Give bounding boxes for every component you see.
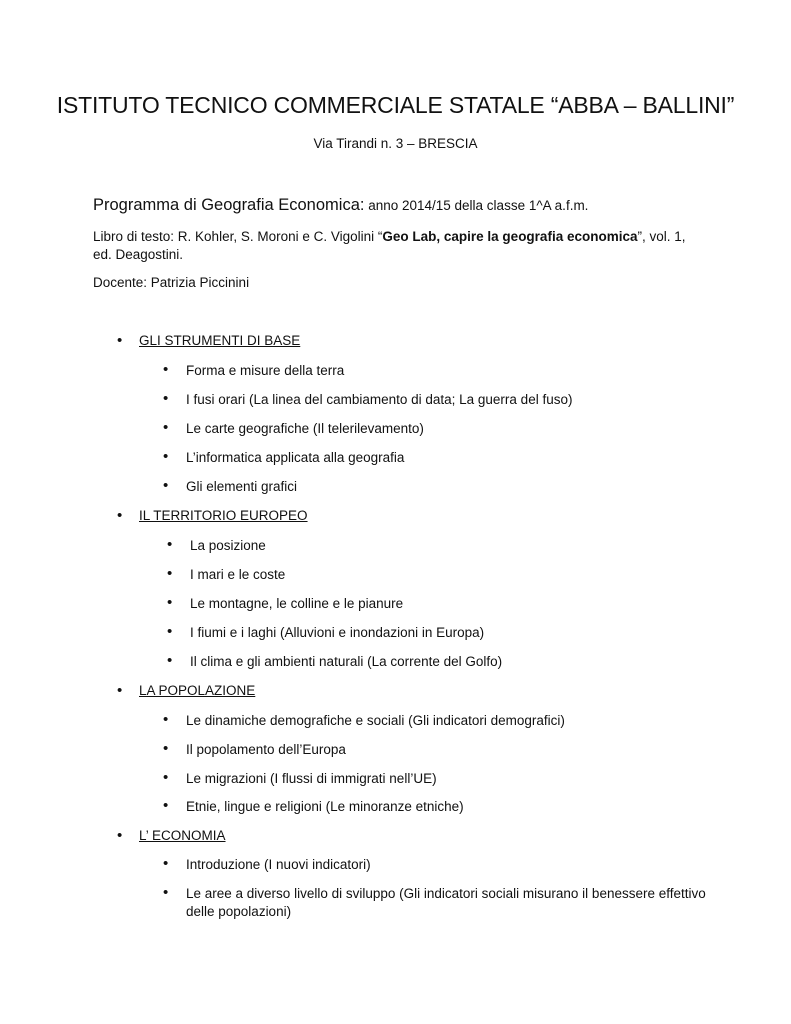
bullet-icon: • [163,361,169,378]
program-label: Programma di Geografia Economica: [93,196,365,214]
bullet-icon: • [163,448,169,465]
bullet-icon: • [167,536,173,553]
list-item-text: La posizione [190,538,266,553]
bullet-icon: • [163,419,169,436]
program-detail: anno 2014/15 della classe 1^A a.f.m. [364,198,589,213]
section-title: GLI STRUMENTI DI BASE [139,333,301,348]
section-title: L’ ECONOMIA [139,828,226,843]
bullet-icon: • [163,769,169,786]
list-item-text: L’informatica applicata alla geografia [186,450,405,465]
bullet-icon: • [117,507,123,524]
list-item-text: Gli elementi grafici [186,479,298,494]
bullet-icon: • [117,827,123,844]
bullet-icon: • [167,565,173,582]
school-address: Via Tirandi n. 3 – BRESCIA [313,136,478,151]
program-heading [93,196,588,215]
list-item-text: Le migrazioni (I flussi di immigrati nell’UE) [186,771,437,786]
bullet-icon: • [163,797,169,814]
list-item-text: Le carte geografiche (Il telerilevamento) [186,421,424,436]
bullet-icon: • [163,390,169,407]
bullet-icon: • [167,652,173,669]
bullet-icon: • [163,855,169,872]
list-item-text: Le dinamiche demografiche e sociali (Gli indicatori demografici) [186,713,565,728]
bullet-icon: • [167,623,173,640]
bullet-icon: • [163,884,169,901]
bullet-icon: • [117,682,123,699]
textbook-title: Geo Lab, capire la geografia economica [382,229,638,244]
textbook-suffix: ”, vol. 1, ed. Deagostini. [93,229,686,262]
section-title: IL TERRITORIO EUROPEO [139,508,308,523]
list-item-text: I fiumi e i laghi (Alluvioni e inondazioni in Europa) [190,625,485,640]
textbook-line [93,228,703,264]
list-item-text: I mari e le coste [190,567,286,582]
list-item-text: Il clima e gli ambienti naturali (La corrente del Golfo) [190,654,503,669]
list-item-text: Forma e misure della terra [186,363,345,378]
bullet-icon: • [117,332,123,349]
list-item-text: Le aree a diverso livello di sviluppo (Gli indicatori sociali misurano il benessere effettivo delle popolazioni) [186,886,706,919]
bullet-icon: • [167,594,173,611]
bullet-icon: • [163,711,169,728]
bullet-icon: • [163,740,169,757]
section-title: LA POPOLAZIONE [139,683,256,698]
list-item-text: Il popolamento dell’Europa [186,742,346,757]
list-item-text: Introduzione (I nuovi indicatori) [186,857,371,872]
teacher-line: Docente: Patrizia Piccinini [93,275,250,290]
list-item-text: Etnie, lingue e religioni (Le minoranze etniche) [186,799,464,814]
list-item-text: I fusi orari (La linea del cambiamento di data; La guerra del fuso) [186,392,573,407]
list-item-text: Le montagne, le colline e le pianure [190,596,404,611]
bullet-icon: • [163,477,169,494]
school-title: ISTITUTO TECNICO COMMERCIALE STATALE “ABBA – BALLINI” [56,92,735,118]
textbook-prefix: Libro di testo: R. Kohler, S. Moroni e C. Vigolini “ [93,229,383,244]
